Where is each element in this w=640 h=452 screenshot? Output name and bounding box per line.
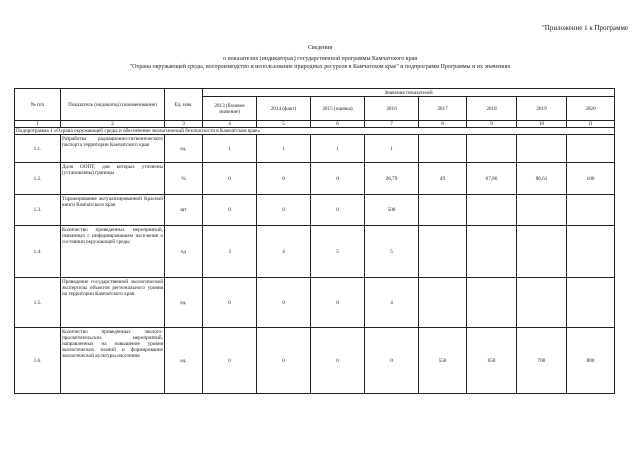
row-value: 5	[365, 226, 419, 278]
row-value: 49	[419, 163, 467, 195]
row-value: 700	[517, 328, 567, 394]
row-value	[567, 135, 615, 163]
row-value	[467, 195, 517, 226]
column-number: 2	[61, 121, 165, 128]
header-num: № п/п	[15, 89, 61, 121]
row-value	[517, 135, 567, 163]
row-unit: ед.	[165, 328, 203, 394]
row-indicator: Проведение государственной экологической экспертизы объектов регионального уровня на территории Камчатского края	[61, 278, 165, 328]
header-indicator: Показатель (индикатор) (наименование)	[61, 89, 165, 121]
row-value: 26,79	[365, 163, 419, 195]
table-row	[15, 135, 615, 163]
column-number: 9	[467, 121, 517, 128]
row-value: 3	[203, 226, 257, 278]
column-numbers-row	[15, 121, 615, 128]
table-row	[15, 328, 615, 394]
row-value: 500	[365, 195, 419, 226]
header-year: 2017	[419, 97, 467, 121]
column-number: 3	[165, 121, 203, 128]
header-year: 2018	[467, 97, 517, 121]
row-indicator: Количество проведенных мероприятий, связанных с информированием населения о состоянии окружающей среды	[61, 226, 165, 278]
row-value	[419, 135, 467, 163]
row-value: 1	[311, 135, 365, 163]
row-value: 67,86	[467, 163, 517, 195]
row-value: 550	[419, 328, 467, 394]
row-value: 800	[567, 328, 615, 394]
row-value: 1	[365, 135, 419, 163]
row-value: 0	[203, 328, 257, 394]
row-value: 5	[311, 226, 365, 278]
row-num: 1.5.	[15, 278, 61, 328]
row-value: 4	[365, 278, 419, 328]
header-year: 2015 (оценка)	[311, 97, 365, 121]
row-value: 0	[203, 195, 257, 226]
row-value: 0	[257, 278, 311, 328]
row-value: 0	[257, 328, 311, 394]
row-value: 4	[257, 226, 311, 278]
row-indicator: Разработка радиационно-гигиенического паспорта территории Камчатского края	[61, 135, 165, 163]
row-value: 0	[257, 163, 311, 195]
row-value	[567, 195, 615, 226]
row-value: 0	[311, 328, 365, 394]
column-number: 7	[365, 121, 419, 128]
row-num: 1.6.	[15, 328, 61, 394]
row-value: 1	[257, 135, 311, 163]
row-value: 0	[311, 278, 365, 328]
row-value	[467, 226, 517, 278]
subprogram-heading: Подпрограмма 1 «Охрана окружающей среды и обеспечение экологической безопасности в Камчатском крае»	[15, 128, 615, 135]
document-title: Сведения	[307, 45, 333, 51]
row-value	[467, 135, 517, 163]
row-indicator: Тиражирование актуализированной Красной книги Камчатского края	[61, 195, 165, 226]
row-value	[419, 226, 467, 278]
column-number: 6	[311, 121, 365, 128]
row-num: 1.2.	[15, 163, 61, 195]
header-year: 2014 (факт)	[257, 97, 311, 121]
table-row	[15, 195, 615, 226]
row-value	[419, 278, 467, 328]
row-value: 0	[311, 195, 365, 226]
indicators-table	[14, 88, 615, 394]
row-value: 0	[311, 163, 365, 195]
appendix-label: "Приложение 1 к Программе	[541, 24, 628, 32]
row-value	[517, 195, 567, 226]
table-row	[15, 226, 615, 278]
row-unit: %	[165, 163, 203, 195]
header-year: 2016	[365, 97, 419, 121]
row-value: 0	[203, 278, 257, 328]
row-value	[517, 226, 567, 278]
row-value: 0	[203, 163, 257, 195]
row-value: 650	[467, 328, 517, 394]
column-number: 4	[203, 121, 257, 128]
row-value: 0	[257, 195, 311, 226]
row-value	[567, 278, 615, 328]
row-indicator: Доля ООПТ, для которых уточнены (установлены) границы	[61, 163, 165, 195]
row-value: 86,61	[517, 163, 567, 195]
header-year: 2013 (базовое значение)	[203, 97, 257, 121]
column-number: 11	[567, 121, 615, 128]
row-num: 1.1.	[15, 135, 61, 163]
row-indicator: Количество проведенных эколого-просветительских мероприятий, направленных на повышение уровня экологических знаний и формирование экологической культуры населения	[61, 328, 165, 394]
program-name: "Охрана окружающей среды, воспроизводство и использование природных ресурсов в Камчатском крае" и подпрограмм Программы и их значениях	[129, 64, 511, 70]
row-unit: ед	[165, 226, 203, 278]
row-unit: ед.	[165, 278, 203, 328]
header-values-group: Значения показателей	[203, 89, 615, 97]
column-number: 10	[517, 121, 567, 128]
row-value	[517, 278, 567, 328]
header-year: 2019	[517, 97, 567, 121]
row-value	[467, 278, 517, 328]
header-unit: Ед. изм.	[165, 89, 203, 121]
row-unit: шт	[165, 195, 203, 226]
row-value: 100	[567, 163, 615, 195]
column-number: 5	[257, 121, 311, 128]
table-row	[15, 163, 615, 195]
row-num: 1.3.	[15, 195, 61, 226]
row-value: 1	[203, 135, 257, 163]
row-value: 0	[365, 328, 419, 394]
document-subtitle: о показателях (индикаторах) государственной программы Камчатского края	[222, 56, 418, 62]
column-number: 1	[15, 121, 61, 128]
row-value	[419, 195, 467, 226]
table-row	[15, 278, 615, 328]
row-unit: ед.	[165, 135, 203, 163]
row-num: 1.4.	[15, 226, 61, 278]
header-year: 2020	[567, 97, 615, 121]
column-number: 8	[419, 121, 467, 128]
row-value	[567, 226, 615, 278]
